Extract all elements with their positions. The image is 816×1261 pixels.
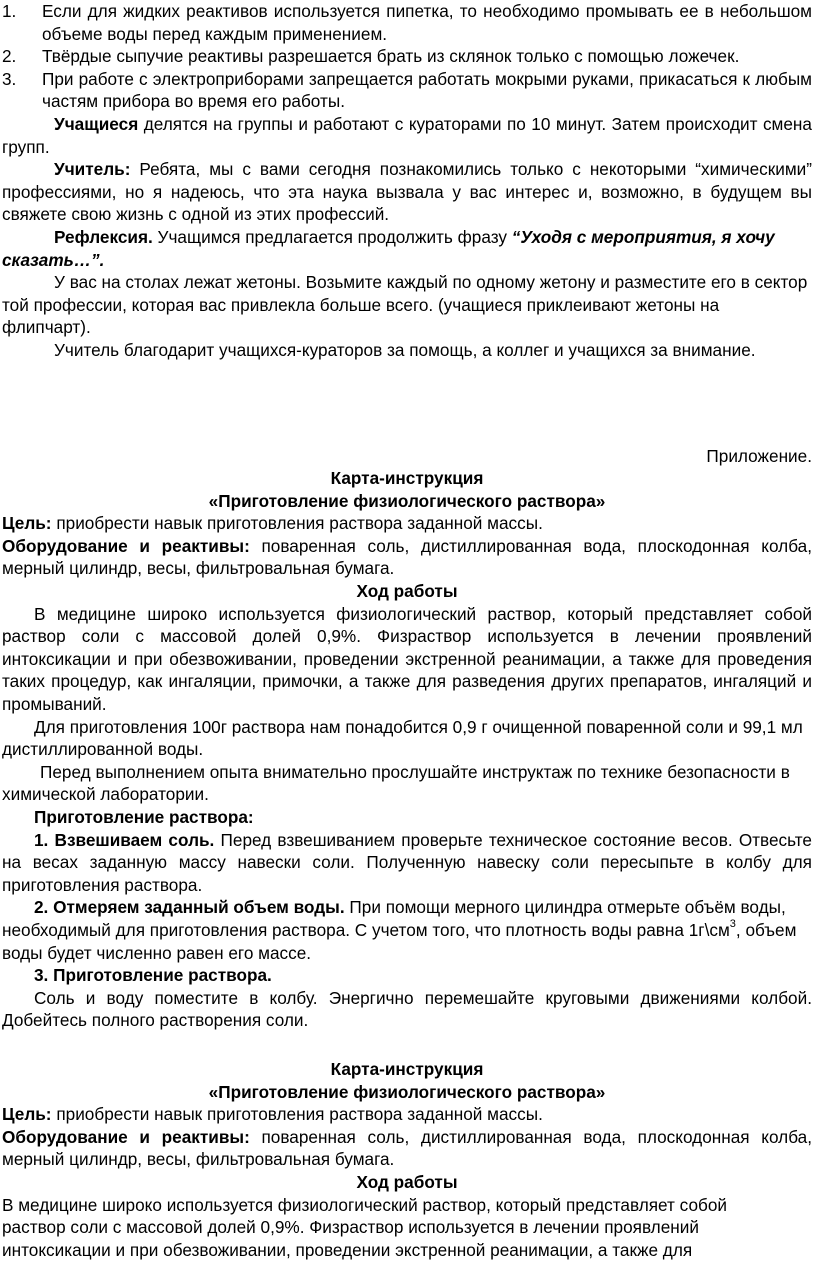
card-title [2,1058,812,1081]
step1-text: Перед взвешиванием проверьте техническое состояние весов. Отвесьте на весах заданную массу навески соли. Полученную навеску соли пересыпьте в колбу для приготовления раствора. [2,829,812,895]
step3-paragraph: Соль и воду поместите в колбу. Энергично перемешайте круговыми движениями колбой. Добейтесь полного растворения соли. [2,987,812,1031]
card-title-text: Карта-инструкция [330,1058,484,1079]
reflection-paragraph [2,226,812,271]
progress-heading [2,1171,812,1194]
list-item-text: Твёрдые сыпучие реактивы разрешается брать из склянок только с помощью ложечек. [42,46,740,67]
equipment-text: поваренная соль, дистиллированная вода, плоскодонная колба, мерный цилиндр, весы, фильтровальная бумага. [2,1126,812,1170]
step1-label: 1. Взвешиваем соль. [34,829,215,850]
list-number: 3. [2,68,17,89]
step2-label: 2. Отмеряем заданный объем воды. [34,897,345,918]
teacher-label: Учитель: [54,159,131,180]
card-subtitle [2,1081,812,1104]
intro-line: интоксикации и при обезвоживании, проведении экстренной реанимации, а также для [2,1239,693,1260]
card-title [2,467,812,490]
progress-heading [2,580,812,603]
appendix-label: Приложение. [706,445,812,466]
students-text: делятся на группы и работают с кураторами по 10 минут. Затем происходит смена групп. [2,113,812,157]
students-paragraph [2,113,812,158]
equipment-text: поваренная соль, дистиллированная вода, плоскодонная колба, мерный цилиндр, весы, фильтровальная бумага. [2,535,812,579]
step1-paragraph [2,829,812,897]
prep-heading [2,806,812,829]
intro-line: В медицине широко используется физиологический раствор, который представляет собой [2,1194,728,1215]
step2-superscript: 3 [729,918,736,931]
list-number: 2. [2,46,17,67]
tokens-paragraph: У вас на столах лежат жетоны. Возьмите каждый по одному жетону и разместите его в сектор той профессии, которая вас привлекла больше всего. (учащиеся приклеивают жетоны на флипчарт). [2,272,808,338]
list-number: 1. [2,1,17,21]
step2-text-b: , объем воды будет численно равен его массе. [2,919,797,963]
card-title-text: Карта-инструкция [330,468,484,489]
reflection-label: Рефлексия. [54,226,153,247]
intro-line: раствор соли с массовой долей 0,9%. Физраствор используется в лечении проявлений [2,1217,699,1238]
goal-label: Цель: [2,1104,52,1125]
intro-paragraph: В медицине широко используется физиологический раствор, который представляет собой раствор соли с массовой долей 0,9%. Физраствор используется в лечении проявлений интоксикации и при обезвоживании, проведении экстренной реанимации, а также для проведения таких процедур, как ингаляции, примочки, а также для разведения других препаратов, ингаляций и промываний. [2,603,812,715]
goal-text: приобрести навык приготовления раствора заданной массы. [51,1104,543,1125]
list-item-text: При работе с электроприборами запрещается работать мокрыми руками, прикасаться к любым частям прибора во время его работы. [42,68,812,112]
list-item [2,0,812,45]
students-label: Учащиеся [54,113,139,134]
goal-line [2,1103,812,1126]
step2-text-a: При помощи мерного цилиндра отмерьте объём воды, необходимый для приготовления раствора. С учетом того, что плотность воды равна 1г\см [2,897,786,940]
list-item [2,45,812,68]
thanks-paragraph: Учитель благодарит учащихся-кураторов за помощь, а коллег и учащихся за внимание. [54,339,756,360]
reflection-text: Учащимся предлагается продолжить фразу [152,226,512,247]
step2-paragraph [2,896,812,964]
teacher-text: Ребята, мы с вами сегодня познакомились только с некоторыми “химическими” профессиями, но я надеюсь, что эта наука вызвала у вас интерес и, возможно, в будущем вы свяжете свою жизнь с одной из этих профессий. [2,159,812,225]
goal-text: приобрести навык приготовления раствора заданной массы. [51,513,543,534]
card-subtitle-text: «Приготовление физиологического раствора» [208,1081,606,1102]
equipment-label: Оборудование и реактивы: [2,535,250,556]
instruction-card-2 [2,1058,812,1261]
progress-heading-text: Ход работы [356,581,458,602]
equipment-paragraph [2,1126,812,1171]
list-item [2,68,812,113]
goal-label: Цель: [2,513,52,534]
step3-heading [2,964,812,987]
card-subtitle-text: «Приготовление физиологического раствора» [208,490,606,511]
goal-line [2,512,812,535]
equipment-label: Оборудование и реактивы: [2,1126,250,1147]
equipment-paragraph [2,535,812,580]
prep-heading-text: Приготовление раствора: [34,807,254,827]
list-item-text: Если для жидких реактивов используется пипетка, то необходимо промывать ее в небольшом объеме воды перед каждым применением. [42,1,812,44]
card-subtitle [2,490,812,513]
progress-heading-text: Ход работы [356,1171,458,1192]
step3-label: 3. Приготовление раствора. [34,965,272,986]
teacher-paragraph [2,158,812,226]
amount-paragraph: Для приготовления 100г раствора нам понадобится 0,9 г очищенной поваренной соли и 99,1 мл дистиллированной воды. [2,716,803,760]
reflection-phrase: “Уходя с мероприятия, я хочу сказать…”. [2,226,775,270]
safety-paragraph: Перед выполнением опыта внимательно прослушайте инструктаж по технике безопасности в химической лаборатории. [2,761,790,805]
safety-rules-list [2,0,812,113]
instruction-card-1 [2,467,812,1032]
